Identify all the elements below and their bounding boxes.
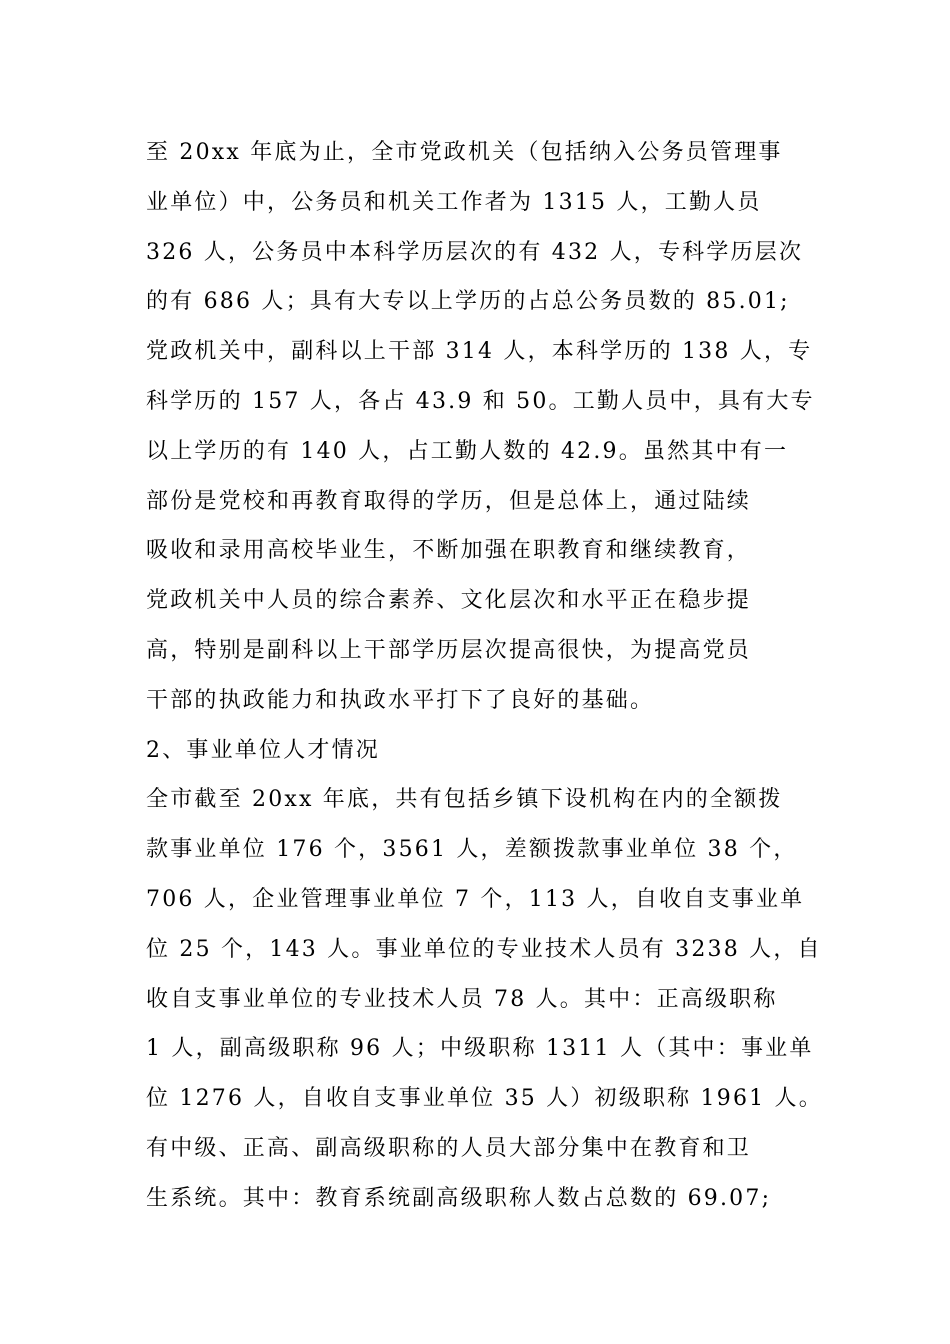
text-line: 全市截至 20xx 年底，共有包括乡镇下设机构在内的全额拨 [146, 787, 783, 813]
text-line: 科学历的 157 人，各占 43.9 和 50。工勤人员中，具有大专 [146, 388, 815, 414]
text-line: 706 人，企业管理事业单位 7 个，113 人，自收自支事业单 [146, 886, 805, 912]
text-line: 有中级、正高、副高级职称的人员大部分集中在教育和卫 [146, 1135, 752, 1161]
text-line: 款事业单位 176 个，3561 人，差额拨款事业单位 38 个， [146, 837, 798, 863]
text-line: 部份是党校和再教育取得的学历，但是总体上，通过陆续 [146, 488, 752, 514]
text-line: 干部的执政能力和执政水平打下了良好的基础。 [146, 687, 655, 713]
text-line: 的有 686 人；具有大专以上学历的占总公务员数的 85.01; [146, 289, 790, 315]
text-line: 生系统。其中：教育系统副高级职称人数占总数的 69.07; [146, 1185, 772, 1211]
text-line: 位 1276 人，自收自支事业单位 35 人）初级职称 1961 人。 [146, 1086, 823, 1112]
text-line: 至 20xx 年底为止，全市党政机关（包括纳入公务员管理事 [146, 140, 783, 165]
text-line: 位 25 个，143 人。事业单位的专业技术人员有 3238 人，自 [146, 936, 822, 962]
text-line: 吸收和录用高校毕业生，不断加强在职教育和继续教育， [146, 538, 752, 564]
text-line: 党政机关中，副科以上干部 314 人，本科学历的 138 人，专 [146, 339, 813, 365]
text-line: 以上学历的有 140 人，占工勤人数的 42.9。虽然其中有一 [146, 438, 789, 464]
text-line: 高，特别是副科以上干部学历层次提高很快，为提高党员 [146, 637, 752, 663]
body-text [146, 128, 826, 1224]
text-line: 党政机关中人员的综合素养、文化层次和水平正在稳步提 [146, 588, 752, 614]
text-line: 收自支事业单位的专业技术人员 78 人。其中：正高级职称 [146, 986, 778, 1012]
text-line: 326 人，公务员中本科学历层次的有 432 人，专科学历层次 [146, 239, 804, 265]
text-line: 业单位）中，公务员和机关工作者为 1315 人，工勤人员 [146, 189, 762, 215]
text-line: 1 人，副高级职称 96 人；中级职称 1311 人（其中：事业单 [146, 1036, 814, 1062]
section-heading: 2、事业单位人才情况 [146, 737, 380, 763]
